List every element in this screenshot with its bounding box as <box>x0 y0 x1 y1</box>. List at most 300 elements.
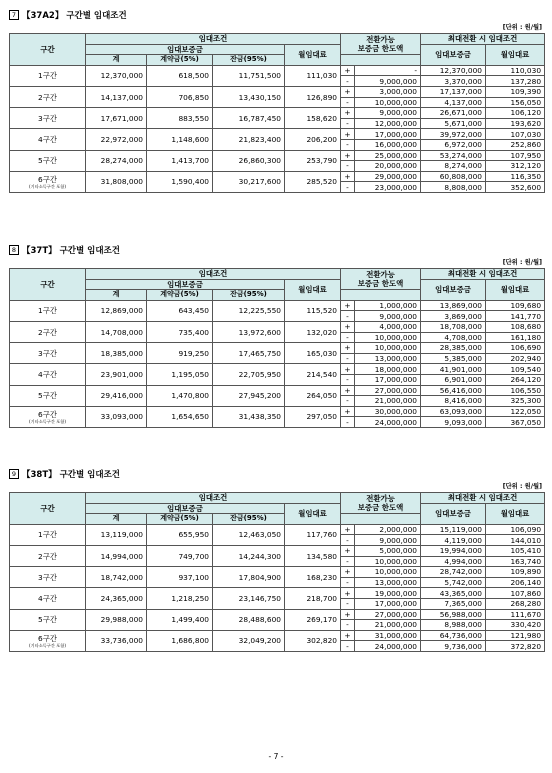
cell-limit-plus: - <box>355 65 421 76</box>
cell-contract: 749,700 <box>147 545 213 566</box>
row-label-text: 3구간 <box>38 113 57 123</box>
header-max-convert: 최대전환 시 임대조건 <box>421 269 545 280</box>
cell-monthly: 168,230 <box>285 567 341 588</box>
section-38t <box>9 469 544 652</box>
cell-limit-minus: 9,000,000 <box>355 535 421 546</box>
cell-contract: 883,550 <box>147 108 213 129</box>
cell-total: 22,972,000 <box>86 129 147 150</box>
header-max-convert: 최대전환 시 임대조건 <box>421 34 545 45</box>
cell-balance: 27,945,200 <box>213 385 285 406</box>
cell-monthly: 285,520 <box>285 171 341 192</box>
cell-max-deposit-plus: 28,742,000 <box>421 567 486 578</box>
cell-limit-plus: 10,000,000 <box>355 343 421 354</box>
row-label <box>10 588 86 609</box>
cell-limit-plus: 27,000,000 <box>355 609 421 620</box>
section-number-box: 8 <box>9 245 19 255</box>
cell-sign-minus: - <box>341 353 355 364</box>
cell-max-deposit-plus: 41,901,000 <box>421 364 486 375</box>
table-row <box>10 567 545 578</box>
cell-total: 33,093,000 <box>86 406 147 427</box>
header-balance: 잔금(95%) <box>213 514 285 525</box>
header-max-monthly: 월임대료 <box>486 279 545 300</box>
section-title-text: 【37A2】 구간별 임대조건 <box>22 11 127 21</box>
header-convertible-line1: 전환가능 <box>366 35 395 45</box>
cell-balance: 13,972,600 <box>213 321 285 342</box>
cell-sign-minus: - <box>341 556 355 567</box>
cell-max-deposit-minus: 3,869,000 <box>421 311 486 322</box>
header-rent-conditions: 임대조건 <box>86 493 341 504</box>
cell-sign-minus: - <box>341 396 355 407</box>
table-row <box>10 609 545 620</box>
header-spacer <box>341 55 421 66</box>
row-label-text: 5구간 <box>38 615 57 625</box>
cell-sign-plus: + <box>341 385 355 396</box>
cell-limit-plus: 31,000,000 <box>355 630 421 641</box>
row-label <box>10 609 86 630</box>
cell-max-monthly-minus: 141,770 <box>486 311 545 322</box>
cell-max-monthly-plus: 105,410 <box>486 545 545 556</box>
cell-contract: 1,686,800 <box>147 630 213 651</box>
cell-limit-plus: 27,000,000 <box>355 385 421 396</box>
row-label <box>10 364 86 385</box>
header-spacer <box>341 514 421 525</box>
cell-balance: 17,804,900 <box>213 567 285 588</box>
cell-max-monthly-minus: 325,300 <box>486 396 545 407</box>
cell-limit-plus: 9,000,000 <box>355 108 421 119</box>
cell-max-monthly-plus: 109,540 <box>486 364 545 375</box>
cell-max-monthly-minus: 156,050 <box>486 97 545 108</box>
cell-limit-plus: 3,000,000 <box>355 86 421 97</box>
cell-max-monthly-plus: 109,890 <box>486 567 545 578</box>
row-label <box>10 630 86 651</box>
cell-max-deposit-plus: 13,869,000 <box>421 300 486 311</box>
cell-balance: 16,787,450 <box>213 108 285 129</box>
row-label <box>10 108 86 129</box>
cell-max-monthly-minus: 352,600 <box>486 182 545 193</box>
cell-sign-plus: + <box>341 364 355 375</box>
cell-contract: 1,590,400 <box>147 171 213 192</box>
unit-label: [단위 : 원/월] <box>502 24 542 31</box>
cell-max-monthly-plus: 106,120 <box>486 108 545 119</box>
cell-total: 14,137,000 <box>86 86 147 107</box>
table-row <box>10 65 545 76</box>
cell-max-monthly-plus: 109,390 <box>486 86 545 97</box>
row-label-text: 2구간 <box>38 327 57 337</box>
row-label-text: 2구간 <box>38 92 57 102</box>
header-monthly: 월임대료 <box>285 503 341 524</box>
header-contract: 계약금(5%) <box>147 514 213 525</box>
cell-max-monthly-minus: 202,940 <box>486 353 545 364</box>
cell-max-deposit-plus: 39,972,000 <box>421 129 486 140</box>
cell-limit-plus: 4,000,000 <box>355 321 421 332</box>
cell-max-deposit-plus: 18,708,000 <box>421 321 486 332</box>
header-gugan: 구간 <box>10 493 86 525</box>
cell-balance: 14,244,300 <box>213 545 285 566</box>
cell-sign-plus: + <box>341 171 355 182</box>
header-max-deposit: 임대보증금 <box>421 279 486 300</box>
header-convertible-line1: 전환가능 <box>366 494 395 504</box>
cell-max-monthly-plus: 106,090 <box>486 524 545 535</box>
cell-max-deposit-minus: 9,093,000 <box>421 417 486 428</box>
cell-max-deposit-plus: 19,994,000 <box>421 545 486 556</box>
row-label-text: 4구간 <box>38 134 57 144</box>
rent-table-37t <box>9 268 545 428</box>
cell-limit-plus: 29,000,000 <box>355 171 421 182</box>
header-max-monthly: 월임대료 <box>486 503 545 524</box>
cell-max-deposit-minus: 4,137,000 <box>421 97 486 108</box>
section-title-text: 【37T】 구간별 임대조건 <box>22 246 121 256</box>
cell-monthly: 126,890 <box>285 86 341 107</box>
cell-limit-plus: 30,000,000 <box>355 406 421 417</box>
unit-row <box>9 258 544 268</box>
row-label <box>10 150 86 171</box>
row-label <box>10 65 86 86</box>
row-label-text: 4구간 <box>38 369 57 379</box>
table-row <box>10 171 545 182</box>
cell-sign-plus: + <box>341 524 355 535</box>
cell-max-monthly-plus: 110,030 <box>486 65 545 76</box>
cell-sign-plus: + <box>341 609 355 620</box>
cell-max-deposit-plus: 63,093,000 <box>421 406 486 417</box>
cell-total: 31,808,000 <box>86 171 147 192</box>
header-max-convert: 최대전환 시 임대조건 <box>421 493 545 504</box>
cell-balance: 28,488,600 <box>213 609 285 630</box>
unit-label: [단위 : 원/월] <box>502 259 542 266</box>
cell-limit-plus: 17,000,000 <box>355 129 421 140</box>
cell-max-deposit-plus: 60,808,000 <box>421 171 486 182</box>
cell-sign-minus: - <box>341 139 355 150</box>
header-convertible-line1: 전환가능 <box>366 270 395 280</box>
header-convertible <box>341 34 421 55</box>
row-label <box>10 343 86 364</box>
cell-monthly: 269,170 <box>285 609 341 630</box>
cell-contract: 1,499,400 <box>147 609 213 630</box>
table-row <box>10 321 545 332</box>
cell-max-deposit-plus: 56,988,000 <box>421 609 486 620</box>
cell-sign-minus: - <box>341 118 355 129</box>
cell-limit-minus: 20,000,000 <box>355 161 421 172</box>
cell-balance: 23,146,750 <box>213 588 285 609</box>
header-balance: 잔금(95%) <box>213 55 285 66</box>
cell-limit-minus: 10,000,000 <box>355 332 421 343</box>
cell-contract: 1,413,700 <box>147 150 213 171</box>
cell-limit-minus: 23,000,000 <box>355 182 421 193</box>
table-row <box>10 300 545 311</box>
cell-limit-minus: 13,000,000 <box>355 353 421 364</box>
section-title-37a2 <box>9 10 544 23</box>
row-label <box>10 406 86 427</box>
cell-sign-minus: - <box>341 641 355 652</box>
header-rent-conditions: 임대조건 <box>86 269 341 280</box>
cell-sign-minus: - <box>341 76 355 87</box>
header-deposit: 임대보증금 <box>86 503 285 514</box>
header-gugan: 구간 <box>10 269 86 301</box>
cell-balance: 30,217,600 <box>213 171 285 192</box>
cell-contract: 1,218,250 <box>147 588 213 609</box>
cell-max-monthly-minus: 252,860 <box>486 139 545 150</box>
header-convertible-line2: 보증금 한도액 <box>357 503 404 513</box>
cell-balance: 26,860,300 <box>213 150 285 171</box>
table-row <box>10 364 545 375</box>
cell-max-deposit-minus: 6,972,000 <box>421 139 486 150</box>
cell-max-deposit-plus: 53,274,000 <box>421 150 486 161</box>
table-row <box>10 129 545 140</box>
cell-limit-plus: 1,000,000 <box>355 300 421 311</box>
page-number: - 7 - <box>268 752 284 761</box>
cell-monthly: 115,520 <box>285 300 341 321</box>
row-label <box>10 321 86 342</box>
unit-label: [단위 : 원/월] <box>502 483 542 490</box>
row-note: (기타소득구간 포함) <box>29 642 66 648</box>
cell-sign-minus: - <box>341 97 355 108</box>
cell-max-monthly-minus: 268,280 <box>486 598 545 609</box>
cell-max-monthly-plus: 121,980 <box>486 630 545 641</box>
cell-limit-minus: 10,000,000 <box>355 97 421 108</box>
cell-contract: 937,100 <box>147 567 213 588</box>
row-note: (기타소득구간 포함) <box>29 418 66 424</box>
cell-limit-minus: 9,000,000 <box>355 76 421 87</box>
cell-monthly: 214,540 <box>285 364 341 385</box>
cell-total: 18,742,000 <box>86 567 147 588</box>
cell-max-deposit-minus: 3,370,000 <box>421 76 486 87</box>
header-deposit: 임대보증금 <box>86 279 285 290</box>
row-label-text: 6구간 <box>38 633 57 643</box>
header-contract: 계약금(5%) <box>147 290 213 301</box>
cell-total: 29,416,000 <box>86 385 147 406</box>
cell-limit-minus: 21,000,000 <box>355 396 421 407</box>
cell-limit-minus: 17,000,000 <box>355 374 421 385</box>
cell-max-monthly-minus: 163,740 <box>486 556 545 567</box>
cell-monthly: 117,760 <box>285 524 341 545</box>
cell-max-deposit-plus: 64,736,000 <box>421 630 486 641</box>
cell-limit-minus: 16,000,000 <box>355 139 421 150</box>
cell-max-monthly-plus: 106,690 <box>486 343 545 354</box>
cell-limit-plus: 18,000,000 <box>355 364 421 375</box>
cell-limit-minus: 24,000,000 <box>355 417 421 428</box>
cell-total: 12,869,000 <box>86 300 147 321</box>
cell-monthly: 111,030 <box>285 65 341 86</box>
cell-max-monthly-plus: 122,050 <box>486 406 545 417</box>
cell-max-deposit-minus: 4,994,000 <box>421 556 486 567</box>
cell-contract: 1,470,800 <box>147 385 213 406</box>
cell-total: 12,370,000 <box>86 65 147 86</box>
cell-max-monthly-minus: 372,820 <box>486 641 545 652</box>
row-label-text: 3구간 <box>38 572 57 582</box>
row-label <box>10 300 86 321</box>
row-label-text: 6구간 <box>38 409 57 419</box>
cell-balance: 12,463,050 <box>213 524 285 545</box>
row-label-text: 1구간 <box>38 306 57 316</box>
cell-sign-plus: + <box>341 406 355 417</box>
cell-max-monthly-minus: 367,050 <box>486 417 545 428</box>
header-convertible-line2: 보증금 한도액 <box>357 279 404 289</box>
cell-contract: 735,400 <box>147 321 213 342</box>
cell-limit-minus: 24,000,000 <box>355 641 421 652</box>
cell-max-deposit-plus: 15,119,000 <box>421 524 486 535</box>
cell-max-monthly-plus: 106,550 <box>486 385 545 396</box>
header-rent-conditions: 임대조건 <box>86 34 341 45</box>
cell-max-deposit-minus: 4,708,000 <box>421 332 486 343</box>
unit-row <box>9 23 544 33</box>
table-row <box>10 630 545 641</box>
cell-max-monthly-minus: 312,120 <box>486 161 545 172</box>
cell-total: 14,708,000 <box>86 321 147 342</box>
cell-sign-minus: - <box>341 161 355 172</box>
row-label-text: 3구간 <box>38 348 57 358</box>
section-number-box: 7 <box>9 10 19 20</box>
cell-max-deposit-minus: 5,385,000 <box>421 353 486 364</box>
cell-balance: 11,751,500 <box>213 65 285 86</box>
row-label <box>10 567 86 588</box>
cell-sign-minus: - <box>341 417 355 428</box>
cell-max-monthly-plus: 116,350 <box>486 171 545 182</box>
rent-table-37a2 <box>9 33 545 193</box>
cell-monthly: 158,620 <box>285 108 341 129</box>
rent-table-38t <box>9 492 545 652</box>
row-label <box>10 385 86 406</box>
cell-monthly: 132,020 <box>285 321 341 342</box>
cell-sign-plus: + <box>341 108 355 119</box>
cell-monthly: 206,200 <box>285 129 341 150</box>
header-max-deposit: 임대보증금 <box>421 44 486 65</box>
section-title-38t <box>9 469 544 482</box>
cell-total: 29,988,000 <box>86 609 147 630</box>
cell-monthly: 302,820 <box>285 630 341 651</box>
cell-max-monthly-minus: 161,180 <box>486 332 545 343</box>
header-spacer <box>341 290 421 301</box>
cell-limit-plus: 25,000,000 <box>355 150 421 161</box>
cell-contract: 1,148,600 <box>147 129 213 150</box>
cell-max-monthly-plus: 109,680 <box>486 300 545 311</box>
cell-sign-minus: - <box>341 182 355 193</box>
cell-limit-minus: 10,000,000 <box>355 556 421 567</box>
header-convertible <box>341 269 421 290</box>
cell-contract: 919,250 <box>147 343 213 364</box>
section-title-37t <box>9 245 544 258</box>
cell-sign-minus: - <box>341 598 355 609</box>
cell-total: 23,901,000 <box>86 364 147 385</box>
cell-limit-minus: 13,000,000 <box>355 577 421 588</box>
cell-contract: 1,654,650 <box>147 406 213 427</box>
header-monthly: 월임대료 <box>285 279 341 300</box>
cell-sign-plus: + <box>341 567 355 578</box>
cell-sign-plus: + <box>341 321 355 332</box>
row-label-text: 1구간 <box>38 71 57 81</box>
cell-sign-plus: + <box>341 150 355 161</box>
section-number-box: 9 <box>9 469 19 479</box>
header-convertible-line2: 보증금 한도액 <box>357 44 404 54</box>
cell-limit-plus: 19,000,000 <box>355 588 421 599</box>
row-label-text: 4구간 <box>38 593 57 603</box>
cell-max-monthly-plus: 107,030 <box>486 129 545 140</box>
cell-total: 14,994,000 <box>86 545 147 566</box>
cell-contract: 618,500 <box>147 65 213 86</box>
cell-sign-plus: + <box>341 588 355 599</box>
cell-max-monthly-minus: 137,280 <box>486 76 545 87</box>
cell-sign-plus: + <box>341 545 355 556</box>
table-row <box>10 108 545 119</box>
header-max-monthly: 월임대료 <box>486 44 545 65</box>
cell-balance: 12,225,550 <box>213 300 285 321</box>
table-row <box>10 150 545 161</box>
cell-sign-minus: - <box>341 577 355 588</box>
section-37a2 <box>9 10 544 193</box>
row-note: (기타소득구간 포함) <box>29 183 66 189</box>
cell-total: 18,385,000 <box>86 343 147 364</box>
cell-contract: 643,450 <box>147 300 213 321</box>
row-label-text: 5구간 <box>38 391 57 401</box>
cell-max-deposit-plus: 12,370,000 <box>421 65 486 76</box>
table-row <box>10 545 545 556</box>
row-label <box>10 129 86 150</box>
cell-sign-plus: + <box>341 86 355 97</box>
cell-sign-plus: + <box>341 65 355 76</box>
cell-max-monthly-plus: 107,950 <box>486 150 545 161</box>
cell-sign-minus: - <box>341 332 355 343</box>
table-row <box>10 588 545 599</box>
cell-limit-minus: 9,000,000 <box>355 311 421 322</box>
cell-total: 28,274,000 <box>86 150 147 171</box>
cell-limit-minus: 12,000,000 <box>355 118 421 129</box>
cell-balance: 17,465,750 <box>213 343 285 364</box>
table-row <box>10 343 545 354</box>
cell-limit-plus: 2,000,000 <box>355 524 421 535</box>
row-label-text: 1구간 <box>38 530 57 540</box>
cell-monthly: 165,030 <box>285 343 341 364</box>
cell-sign-minus: - <box>341 374 355 385</box>
header-balance: 잔금(95%) <box>213 290 285 301</box>
cell-limit-minus: 21,000,000 <box>355 620 421 631</box>
cell-monthly: 218,700 <box>285 588 341 609</box>
header-total: 계 <box>86 514 147 525</box>
cell-max-deposit-minus: 9,736,000 <box>421 641 486 652</box>
cell-max-deposit-plus: 26,671,000 <box>421 108 486 119</box>
section-37t <box>9 245 544 428</box>
cell-sign-plus: + <box>341 343 355 354</box>
header-deposit: 임대보증금 <box>86 44 285 55</box>
cell-monthly: 134,580 <box>285 545 341 566</box>
cell-max-monthly-minus: 264,120 <box>486 374 545 385</box>
cell-max-deposit-plus: 43,365,000 <box>421 588 486 599</box>
header-total: 계 <box>86 290 147 301</box>
cell-max-deposit-plus: 56,416,000 <box>421 385 486 396</box>
cell-monthly: 264,050 <box>285 385 341 406</box>
cell-max-deposit-minus: 8,808,000 <box>421 182 486 193</box>
cell-total: 24,365,000 <box>86 588 147 609</box>
header-total: 계 <box>86 55 147 66</box>
table-row <box>10 524 545 535</box>
cell-total: 17,671,000 <box>86 108 147 129</box>
cell-balance: 13,430,150 <box>213 86 285 107</box>
cell-contract: 655,950 <box>147 524 213 545</box>
cell-limit-plus: 5,000,000 <box>355 545 421 556</box>
cell-sign-plus: + <box>341 129 355 140</box>
cell-contract: 706,850 <box>147 86 213 107</box>
header-max-deposit: 임대보증금 <box>421 503 486 524</box>
cell-max-deposit-minus: 8,274,000 <box>421 161 486 172</box>
cell-max-monthly-plus: 111,670 <box>486 609 545 620</box>
cell-max-deposit-minus: 5,742,000 <box>421 577 486 588</box>
table-row <box>10 86 545 97</box>
row-label <box>10 524 86 545</box>
cell-max-deposit-plus: 17,137,000 <box>421 86 486 97</box>
cell-total: 33,736,000 <box>86 630 147 651</box>
cell-monthly: 253,790 <box>285 150 341 171</box>
row-label <box>10 171 86 192</box>
cell-limit-minus: 17,000,000 <box>355 598 421 609</box>
cell-max-deposit-minus: 8,416,000 <box>421 396 486 407</box>
cell-balance: 21,823,400 <box>213 129 285 150</box>
